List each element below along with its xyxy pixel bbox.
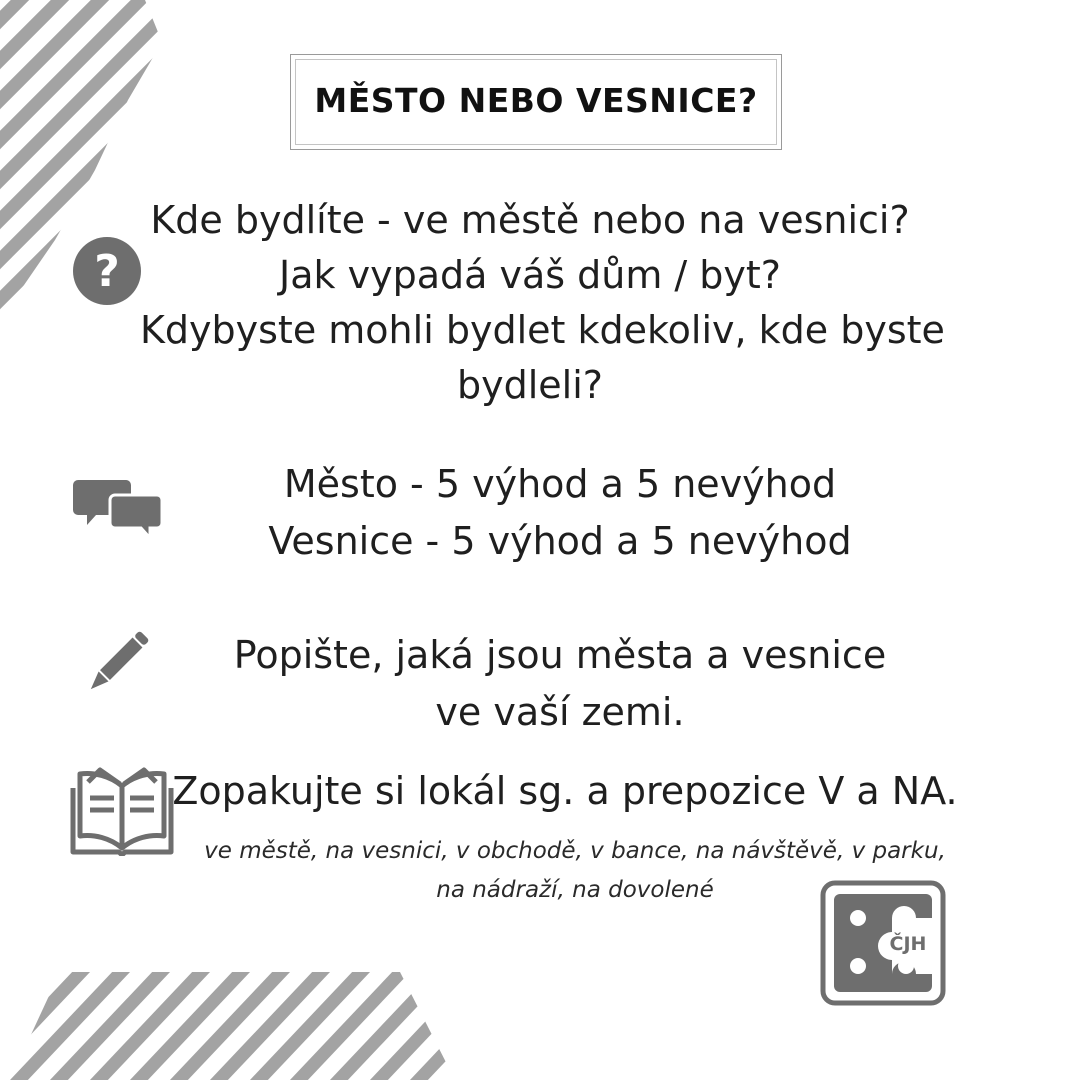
page-title: MĚSTO NEBO VESNICE? [314, 81, 758, 120]
discussion-line: Město - 5 výhod a 5 nevýhod [283, 462, 837, 506]
example-line: ve městě, na vesnici, v obchodě, v bance, na návštěvě, v parku, [204, 838, 946, 864]
question-line: Kde bydlíte - ve městě nebo na vesnici? [150, 198, 910, 242]
discussion-line: Vesnice - 5 výhod a 5 nevýhod [268, 519, 852, 563]
cjh-logo [820, 880, 946, 1006]
question-line: Jak vypadá váš dům / byt? [279, 253, 781, 297]
stripes-bottom-left [0, 972, 470, 1080]
writing-line: ve vaší zemi. [435, 690, 685, 734]
grammar-heading: Zopakujte si lokál sg. a prepozice V a NA. [172, 769, 958, 813]
pencil-icon [82, 628, 152, 698]
question-line: bydleli? [457, 363, 603, 407]
speech-bubbles-icon [72, 478, 164, 540]
book-icon [70, 764, 174, 856]
example-line: na nádraží, na dovolené [436, 877, 714, 903]
logo-text: ČJH [889, 933, 927, 955]
title-frame [290, 54, 782, 150]
writing-line: Popište, jaká jsou města a vesnice [233, 633, 887, 677]
svg-text:?: ? [94, 246, 120, 297]
question-icon [72, 236, 142, 306]
question-line: Kdybyste mohli bydlet kdekoliv, kde byste [140, 308, 945, 352]
